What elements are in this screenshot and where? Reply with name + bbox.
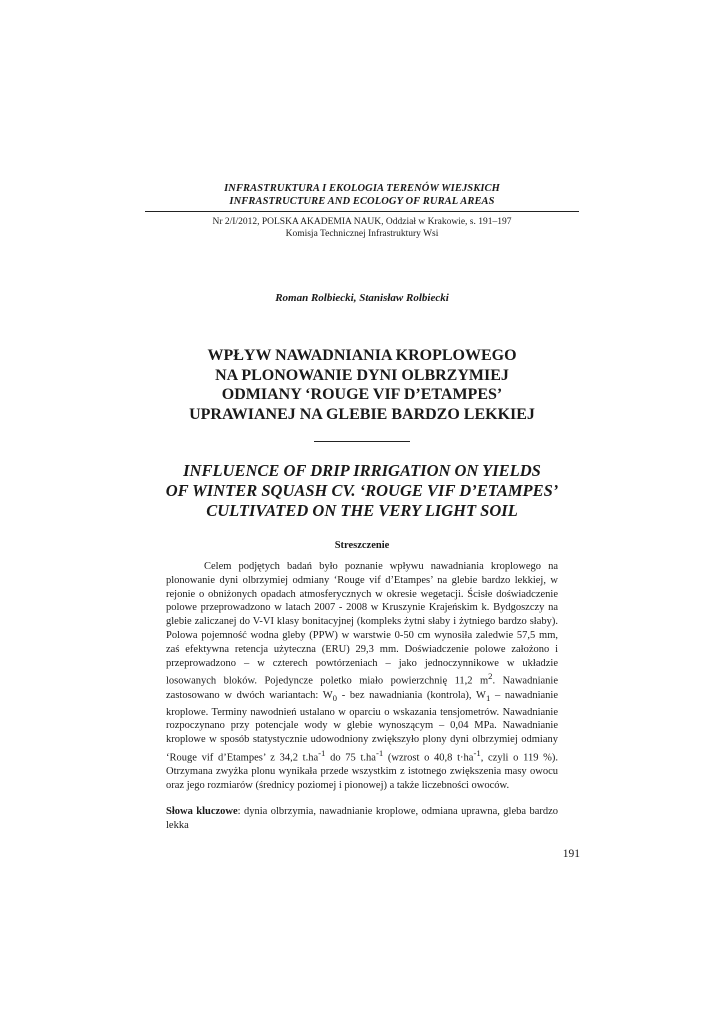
title-divider: [314, 441, 410, 442]
abstract-paragraph: [166, 560, 558, 793]
journal-title-pl: INFRASTRUKTURA I EKOLOGIA TERENÓW WIEJSKICH: [224, 183, 500, 194]
abstract-text: do 75 t.ha: [325, 752, 376, 764]
abstract-text: , czyli o 119 %). Otrzymana zwyżka plonu wynikała przede wszystkim z istotnego zwiększenia masy owocu oraz jego rozmiarów (średnicy poziomej i pionowej) a także liczebności owoców.: [166, 752, 558, 792]
abstract-text: – nawadnianie kroplowe. Terminy nawodnień ustalano w oparciu o wskazania tensjometrów. Nawadnianie rozpoczynano przy potencjale wody w glebie wynoszącym – 0,04 MPa. Nawadnianie kroplowe w sposób statystycznie udowodniony zwiększyło plony dyni olbrzymiej odmiany ‘Rouge vif d’Etampes’ z 34,2 t.ha: [166, 689, 558, 764]
journal-title-en: INFRASTRUCTURE AND ECOLOGY OF RURAL AREAS: [229, 196, 495, 207]
abstract-text: Celem podjętych badań było poznanie wpływu nawadniania kroplowego na plonowanie dyni olbrzymiej odmiany ‘Rouge vif d’Etampes’ na glebie bardzo lekkiej, w rejonie o obniżonych opadach atmosferycznych w okresie wegetacji. Ścisłe doświadczenie polowe przeprowadzono w latach 2007 - 2008 w Kruszynie Krajeńskim k. Bydgoszczy na glebie zaliczanej do V-VI klasy bonitacyjnej (kompleks żytni słaby i żytniego bardzo słaby). Polowa pojemność wodna gleby (PPW) w warstwie 0-50 cm wynosiła zaledwie 57,5 mm, zaś efektywna retencja użyteczna (ERU) 29,3 mm. Doświadczenie polowe założono i przeprowadzono – w czterech powtórzeniach – jako jednoczynnikowe w układzie losowanych bloków. Pojedyncze poletko miało powierzchnię 11,2 m: [166, 561, 558, 687]
title-en-line: OF WINTER SQUASH CV. ‘ROUGE VIF D’ETAMPES’: [165, 481, 559, 500]
keywords-label: Słowa kluczowe: [166, 806, 238, 817]
title-pl-line: UPRAWIANEJ NA GLEBIE BARDZO LEKKIEJ: [189, 405, 535, 423]
superscript: -1: [473, 747, 481, 758]
title-pl-line: WPŁYW NAWADNIANIA KROPLOWEGO: [207, 347, 517, 364]
subscript: 1: [485, 692, 491, 703]
issue-line: Nr 2/I/2012, POLSKA AKADEMIA NAUK, Oddział w Krakowie, s. 191–197: [212, 217, 512, 227]
journal-header: [0, 182, 724, 208]
abstract-body: [166, 560, 558, 793]
commission-line: Komisja Technicznej Infrastruktury Wsi: [285, 229, 439, 239]
title-pl-line: ODMIANY ‘ROUGE VIF D’ETAMPES’: [221, 386, 503, 403]
title-en-line: CULTIVATED ON THE VERY LIGHT SOIL: [206, 501, 518, 520]
title-pl-line: NA PLONOWANIE DYNI OLBRZYMIEJ: [215, 366, 509, 384]
abstract-text: (wzrost o 40,8 t·ha: [383, 752, 474, 764]
abstract-heading: Streszczenie: [334, 540, 390, 551]
abstract-text: . Nawadnianie zastosowano w dwóch wariantach: W: [166, 675, 558, 701]
superscript: -1: [318, 747, 326, 758]
authors: Roman Rolbiecki, Stanisław Rolbiecki: [275, 292, 449, 304]
subscript: 0: [332, 692, 338, 703]
title-en-line: INFLUENCE OF DRIP IRRIGATION ON YIELDS: [183, 461, 541, 480]
issue-info: [0, 216, 724, 240]
title-polish: [0, 346, 724, 424]
superscript: 2: [488, 671, 493, 682]
header-rule: [145, 211, 579, 212]
abstract-text: - bez nawadniania (kontrola), W: [337, 689, 486, 701]
page-number: 191: [562, 848, 580, 860]
title-english: [0, 461, 724, 521]
keywords-text: : dynia olbrzymia, nawadnianie kroplowe, odmiana uprawna, gleba bardzo lekka: [166, 806, 559, 831]
superscript: -1: [375, 747, 384, 758]
keywords: [166, 805, 558, 833]
